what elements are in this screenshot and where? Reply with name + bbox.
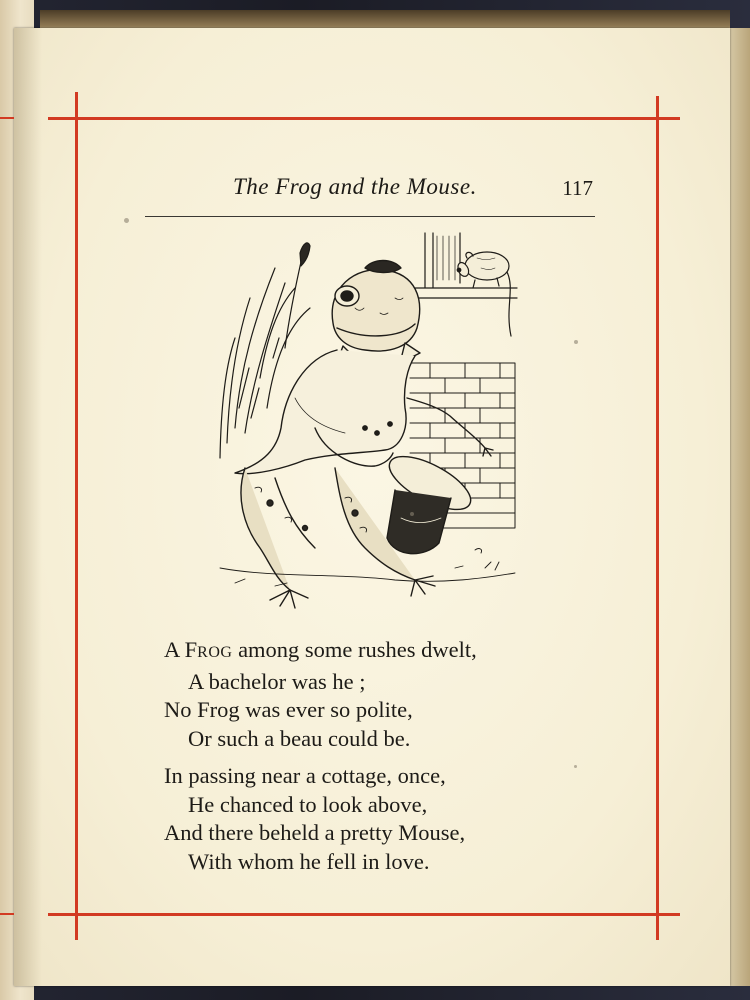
paper-fleck xyxy=(574,765,577,768)
border-rule-left xyxy=(75,92,78,940)
border-rule-right xyxy=(656,96,659,940)
poem xyxy=(164,636,604,885)
frog-illustration xyxy=(215,228,520,613)
poem-line xyxy=(164,636,604,668)
stanza-1 xyxy=(164,636,604,753)
poem-line: Or such a beau could be. xyxy=(188,725,411,751)
poem-line: A bachelor was he ; xyxy=(188,668,366,694)
paper-fleck xyxy=(124,218,129,223)
poem-line: In passing near a cottage, once, xyxy=(164,763,446,788)
gutter-shadow xyxy=(14,28,42,986)
mouse xyxy=(457,252,511,336)
poem-line: And there beheld a pretty Mouse, xyxy=(164,820,466,845)
line-lead: A xyxy=(164,637,185,662)
border-rule-bottom xyxy=(48,913,680,916)
running-head xyxy=(145,172,595,206)
head-rule xyxy=(145,216,595,217)
page-fore-edge xyxy=(728,28,750,986)
running-title: The Frog and the Mouse. xyxy=(233,174,477,199)
poem-line: With whom he fell in love. xyxy=(188,848,430,874)
facing-border-rule xyxy=(0,117,14,119)
small-caps-initial: F xyxy=(184,637,198,662)
page-number: 117 xyxy=(562,176,593,200)
frog xyxy=(235,261,493,609)
poem-line: No Frog was ever so polite, xyxy=(164,697,413,722)
small-caps-word: ROG xyxy=(197,644,233,661)
stanza-2 xyxy=(164,762,604,876)
facing-border-rule-bottom xyxy=(0,913,14,915)
line-tail: among some rushes dwelt, xyxy=(232,637,477,662)
paper-fleck xyxy=(410,512,414,516)
border-rule-top xyxy=(48,117,680,120)
poem-line: He chanced to look above, xyxy=(188,791,428,817)
paper-fleck xyxy=(574,340,578,344)
